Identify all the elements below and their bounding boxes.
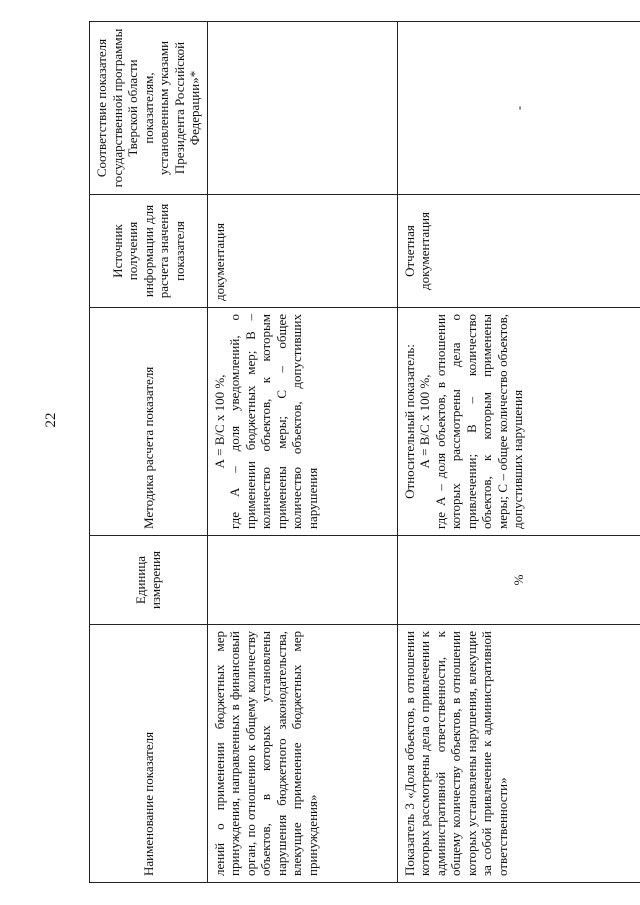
- method-formula: А = В/С х 100 %,: [211, 374, 227, 469]
- header-method: Методика расчета показателя: [90, 308, 208, 536]
- header-source: Источник получения информации для расчета значения показателя: [90, 195, 208, 308]
- page-number: 22: [43, 412, 59, 428]
- table-row: [397, 22, 640, 883]
- indicators-table: [89, 21, 640, 883]
- method-formula: А = В/С х 100 %,: [417, 374, 432, 469]
- table-row: [207, 22, 397, 883]
- header-name: Наименование показателя: [90, 625, 208, 883]
- header-compliance: Соответствие показателя государственной программы Тверской области показателям, установленным указами Президента Российской Федерации»*: [90, 22, 208, 195]
- method-text: где А – доля объектов, в отношении которых рассмотрены дела о привлечении; В – количество объектов, к которым применены меры; С – общее количество объектов, допустивших нарушения: [432, 314, 525, 529]
- row-unit-cell: [207, 536, 397, 625]
- method-text: где А – доля уведомлений, о применении бюджетных мер; В – количество объектов, к которым применены меры; С – общее количество объектов, допустивших нарушения: [227, 314, 320, 529]
- row-name-cell: Показатель 3 «Доля объектов, в отношении которых рассмотрены дела о привлечении к административной ответственности, к общему количеству объектов, в отношении которых установлены нарушения, влекущие за собой привлечение к административной ответственности»: [397, 625, 640, 883]
- row-compliance-cell: -: [397, 22, 640, 195]
- rotated-table-container: [89, 28, 611, 883]
- row-source-cell: Отчетная документация: [397, 195, 640, 308]
- method-intro: Относительный показатель:: [401, 344, 417, 499]
- row-source-cell: документация: [207, 195, 397, 308]
- row-compliance-cell: [207, 22, 397, 195]
- row-name-cell: лений о применении бюджетных мер принуждения, направленных в финансовый орган, по отношению к общему количеству объектов, в которых установлены нарушения бюджетного законодательства, влекущие применение бюджетных мер принуждения»: [207, 625, 397, 883]
- header-unit: Единица измерения: [90, 536, 208, 625]
- row-unit-cell: %: [397, 536, 640, 625]
- row-method-cell: [207, 308, 397, 536]
- row-method-cell: [397, 308, 640, 536]
